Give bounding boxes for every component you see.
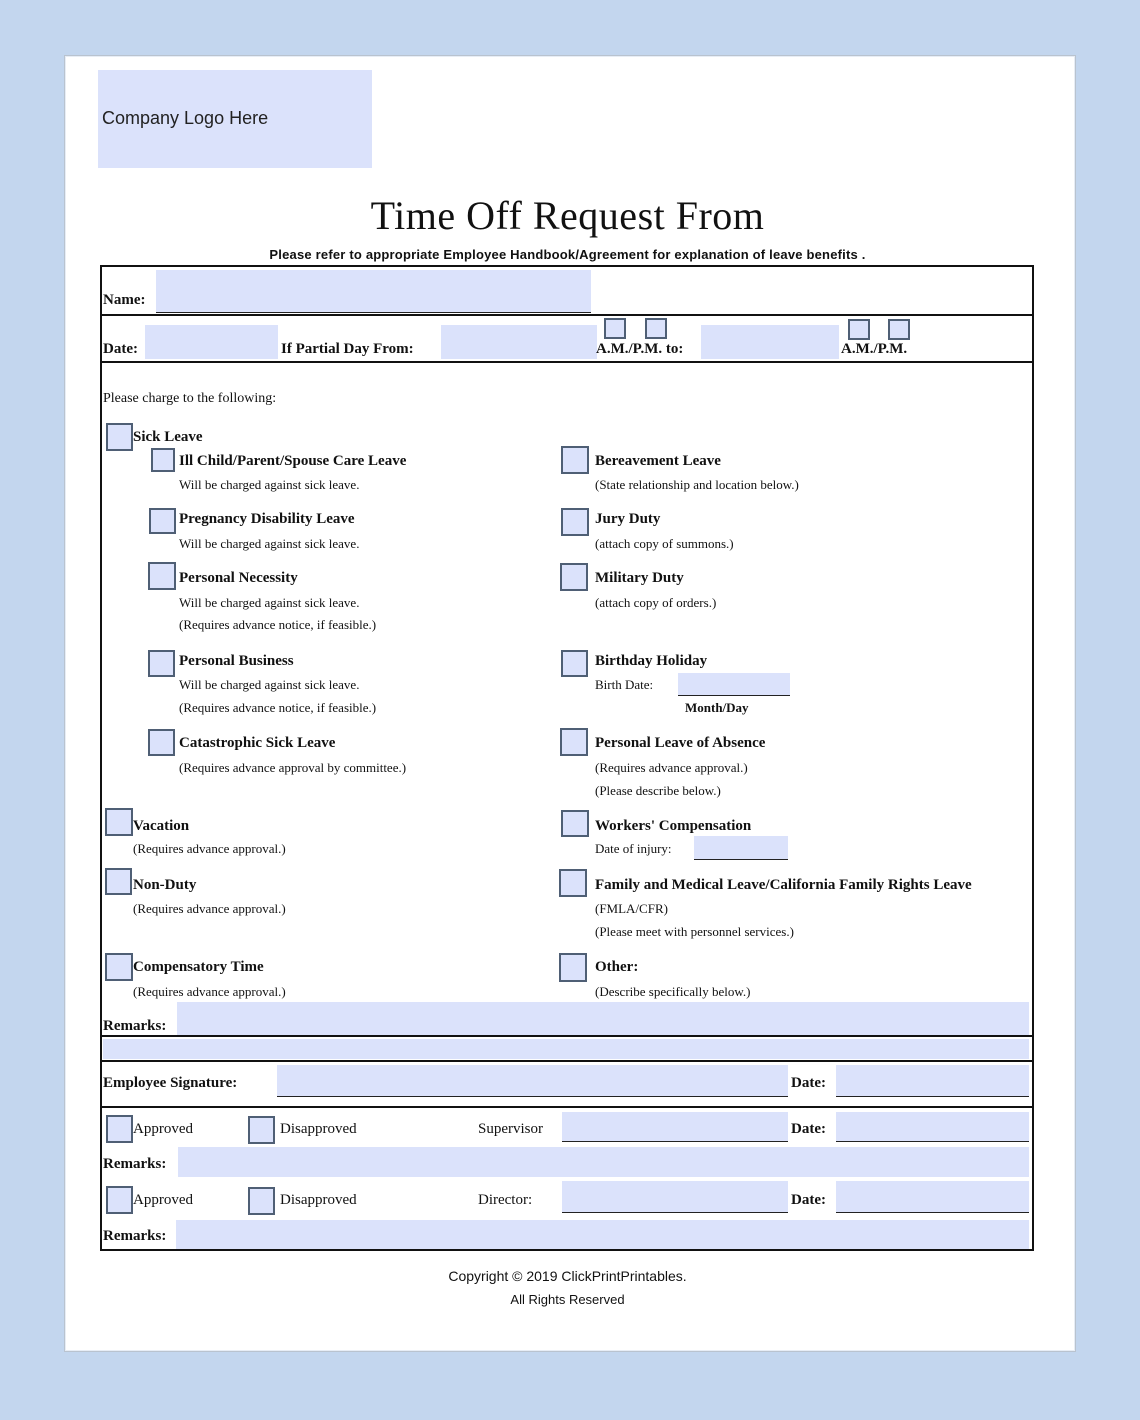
to-am-checkbox[interactable] <box>848 319 870 340</box>
form-title: Time Off Request From <box>370 193 765 238</box>
birthday-holiday-title: Birthday Holiday <box>595 653 708 669</box>
remarks-divider <box>101 1035 1033 1037</box>
company-logo-placeholder <box>98 70 372 168</box>
from-pm-checkbox[interactable] <box>645 318 667 339</box>
partial-from-field[interactable] <box>441 325 597 359</box>
director-field[interactable] <box>562 1181 788 1213</box>
personal-leave-title: Personal Leave of Absence <box>595 735 766 751</box>
form-subtitle: Please refer to appropriate Employee Handbook/Agreement for explanation of leave benefits . <box>269 247 866 262</box>
ill-child-title: Ill Child/Parent/Spouse Care Leave <box>179 453 407 469</box>
supervisor-date-field[interactable] <box>836 1112 1029 1142</box>
form-page <box>64 55 1076 1352</box>
compensatory-checkbox[interactable] <box>105 953 133 981</box>
supervisor-label: Supervisor <box>478 1121 543 1137</box>
director-disapproved-label: Disapproved <box>280 1192 357 1208</box>
personal-leave-note: (Requires advance approval.) <box>595 760 748 775</box>
non-duty-note: (Requires advance approval.) <box>133 901 286 916</box>
name-field[interactable] <box>156 270 591 313</box>
remarks-label: Remarks: <box>103 1018 167 1034</box>
ampm-to-label: A.M./P.M. to: <box>596 341 684 357</box>
fmla-title: Family and Medical Leave/California Family Rights Leave <box>595 877 972 893</box>
workers-comp-title: Workers' Compensation <box>595 818 752 834</box>
birth-date-field[interactable] <box>678 673 790 696</box>
catastrophic-title: Catastrophic Sick Leave <box>179 735 336 751</box>
catastrophic-checkbox[interactable] <box>148 729 175 756</box>
non-duty-checkbox[interactable] <box>105 868 132 895</box>
catastrophic-note: (Requires advance approval by committee.) <box>179 760 407 775</box>
personal-business-checkbox[interactable] <box>148 650 175 677</box>
supervisor-remarks-label: Remarks: <box>103 1156 167 1172</box>
military-duty-note: (attach copy of orders.) <box>595 595 717 610</box>
supervisor-disapproved-checkbox[interactable] <box>248 1116 275 1144</box>
bereavement-note: (State relationship and location below.) <box>595 477 799 492</box>
birth-date-label: Birth Date: <box>595 677 654 692</box>
personal-business-title: Personal Business <box>179 653 294 669</box>
fmla-note-2: (Please meet with personnel services.) <box>595 924 794 939</box>
non-duty-title: Non-Duty <box>133 877 197 893</box>
ill-child-note: Will be charged against sick leave. <box>179 477 360 492</box>
director-remarks-field[interactable] <box>176 1220 1029 1249</box>
military-duty-checkbox[interactable] <box>560 563 588 591</box>
pregnancy-title: Pregnancy Disability Leave <box>179 511 355 527</box>
remarks-field[interactable] <box>177 1002 1029 1035</box>
supervisor-date-label: Date: <box>791 1121 826 1137</box>
partial-day-label: If Partial Day From: <box>281 341 414 357</box>
vacation-checkbox[interactable] <box>105 808 133 836</box>
birth-date-hint: Month/Day <box>685 700 749 715</box>
sick-leave-label: Sick Leave <box>133 429 203 445</box>
row-divider <box>101 314 1033 316</box>
director-disapproved-checkbox[interactable] <box>248 1187 275 1215</box>
other-note: (Describe specifically below.) <box>595 984 751 999</box>
director-remarks-label: Remarks: <box>103 1228 167 1244</box>
personal-necessity-title: Personal Necessity <box>179 570 298 586</box>
form-box <box>100 265 1034 1251</box>
personal-necessity-note-2: (Requires advance notice, if feasible.) <box>179 617 377 632</box>
date-of-injury-label: Date of injury: <box>595 841 672 856</box>
director-date-field[interactable] <box>836 1181 1029 1213</box>
military-duty-title: Military Duty <box>595 570 684 586</box>
signature-divider <box>101 1106 1033 1108</box>
workers-comp-checkbox[interactable] <box>561 810 589 837</box>
copyright-text: Copyright © 2019 ClickPrintPrintables. <box>448 1268 687 1284</box>
section-divider <box>101 361 1033 363</box>
from-am-checkbox[interactable] <box>604 318 626 339</box>
personal-leave-checkbox[interactable] <box>560 728 588 756</box>
remarks-field-line-2[interactable] <box>103 1039 1029 1059</box>
remarks-bottom-divider <box>101 1060 1033 1062</box>
ill-child-checkbox[interactable] <box>151 448 175 472</box>
compensatory-title: Compensatory Time <box>133 959 264 975</box>
fmla-checkbox[interactable] <box>559 869 587 897</box>
supervisor-field[interactable] <box>562 1112 788 1142</box>
director-approved-label: Approved <box>133 1192 193 1208</box>
to-pm-checkbox[interactable] <box>888 319 910 340</box>
jury-duty-note: (attach copy of summons.) <box>595 536 734 551</box>
personal-leave-note-2: (Please describe below.) <box>595 783 721 798</box>
bereavement-checkbox[interactable] <box>561 446 589 474</box>
bereavement-title: Bereavement Leave <box>595 453 721 469</box>
supervisor-disapproved-label: Disapproved <box>280 1121 357 1137</box>
supervisor-approved-label: Approved <box>133 1121 193 1137</box>
employee-signature-field[interactable] <box>277 1065 788 1097</box>
jury-duty-title: Jury Duty <box>595 511 661 527</box>
other-checkbox[interactable] <box>559 953 587 982</box>
other-title: Other: <box>595 959 639 975</box>
charge-intro: Please charge to the following: <box>103 391 277 406</box>
name-label: Name: <box>103 292 146 308</box>
employee-signature-label: Employee Signature: <box>103 1075 238 1091</box>
director-label: Director: <box>478 1192 533 1208</box>
signature-date-field[interactable] <box>836 1065 1029 1097</box>
vacation-title: Vacation <box>133 818 190 834</box>
date-field[interactable] <box>145 325 278 359</box>
birthday-holiday-checkbox[interactable] <box>561 650 588 677</box>
director-approved-checkbox[interactable] <box>106 1186 133 1214</box>
vacation-note: (Requires advance approval.) <box>133 841 286 856</box>
sick-leave-checkbox[interactable] <box>106 423 133 451</box>
partial-to-field[interactable] <box>701 325 839 359</box>
ampm-label: A.M./P.M. <box>841 341 908 357</box>
pregnancy-note: Will be charged against sick leave. <box>179 536 360 551</box>
pregnancy-checkbox[interactable] <box>149 508 176 534</box>
supervisor-remarks-field[interactable] <box>178 1147 1029 1177</box>
personal-necessity-note: Will be charged against sick leave. <box>179 595 360 610</box>
jury-duty-checkbox[interactable] <box>561 508 589 536</box>
rights-text: All Rights Reserved <box>510 1292 625 1307</box>
personal-necessity-checkbox[interactable] <box>148 562 176 590</box>
director-date-label: Date: <box>791 1192 826 1208</box>
supervisor-approved-checkbox[interactable] <box>106 1115 133 1143</box>
personal-business-note: Will be charged against sick leave. <box>179 677 360 692</box>
fmla-note: (FMLA/CFR) <box>595 901 668 916</box>
compensatory-note: (Requires advance approval.) <box>133 984 286 999</box>
date-of-injury-field[interactable] <box>694 836 788 860</box>
logo-placeholder-text: Company Logo Here <box>102 108 269 128</box>
signature-date-label: Date: <box>791 1075 826 1091</box>
date-label: Date: <box>103 341 138 357</box>
personal-business-note-2: (Requires advance notice, if feasible.) <box>179 700 377 715</box>
